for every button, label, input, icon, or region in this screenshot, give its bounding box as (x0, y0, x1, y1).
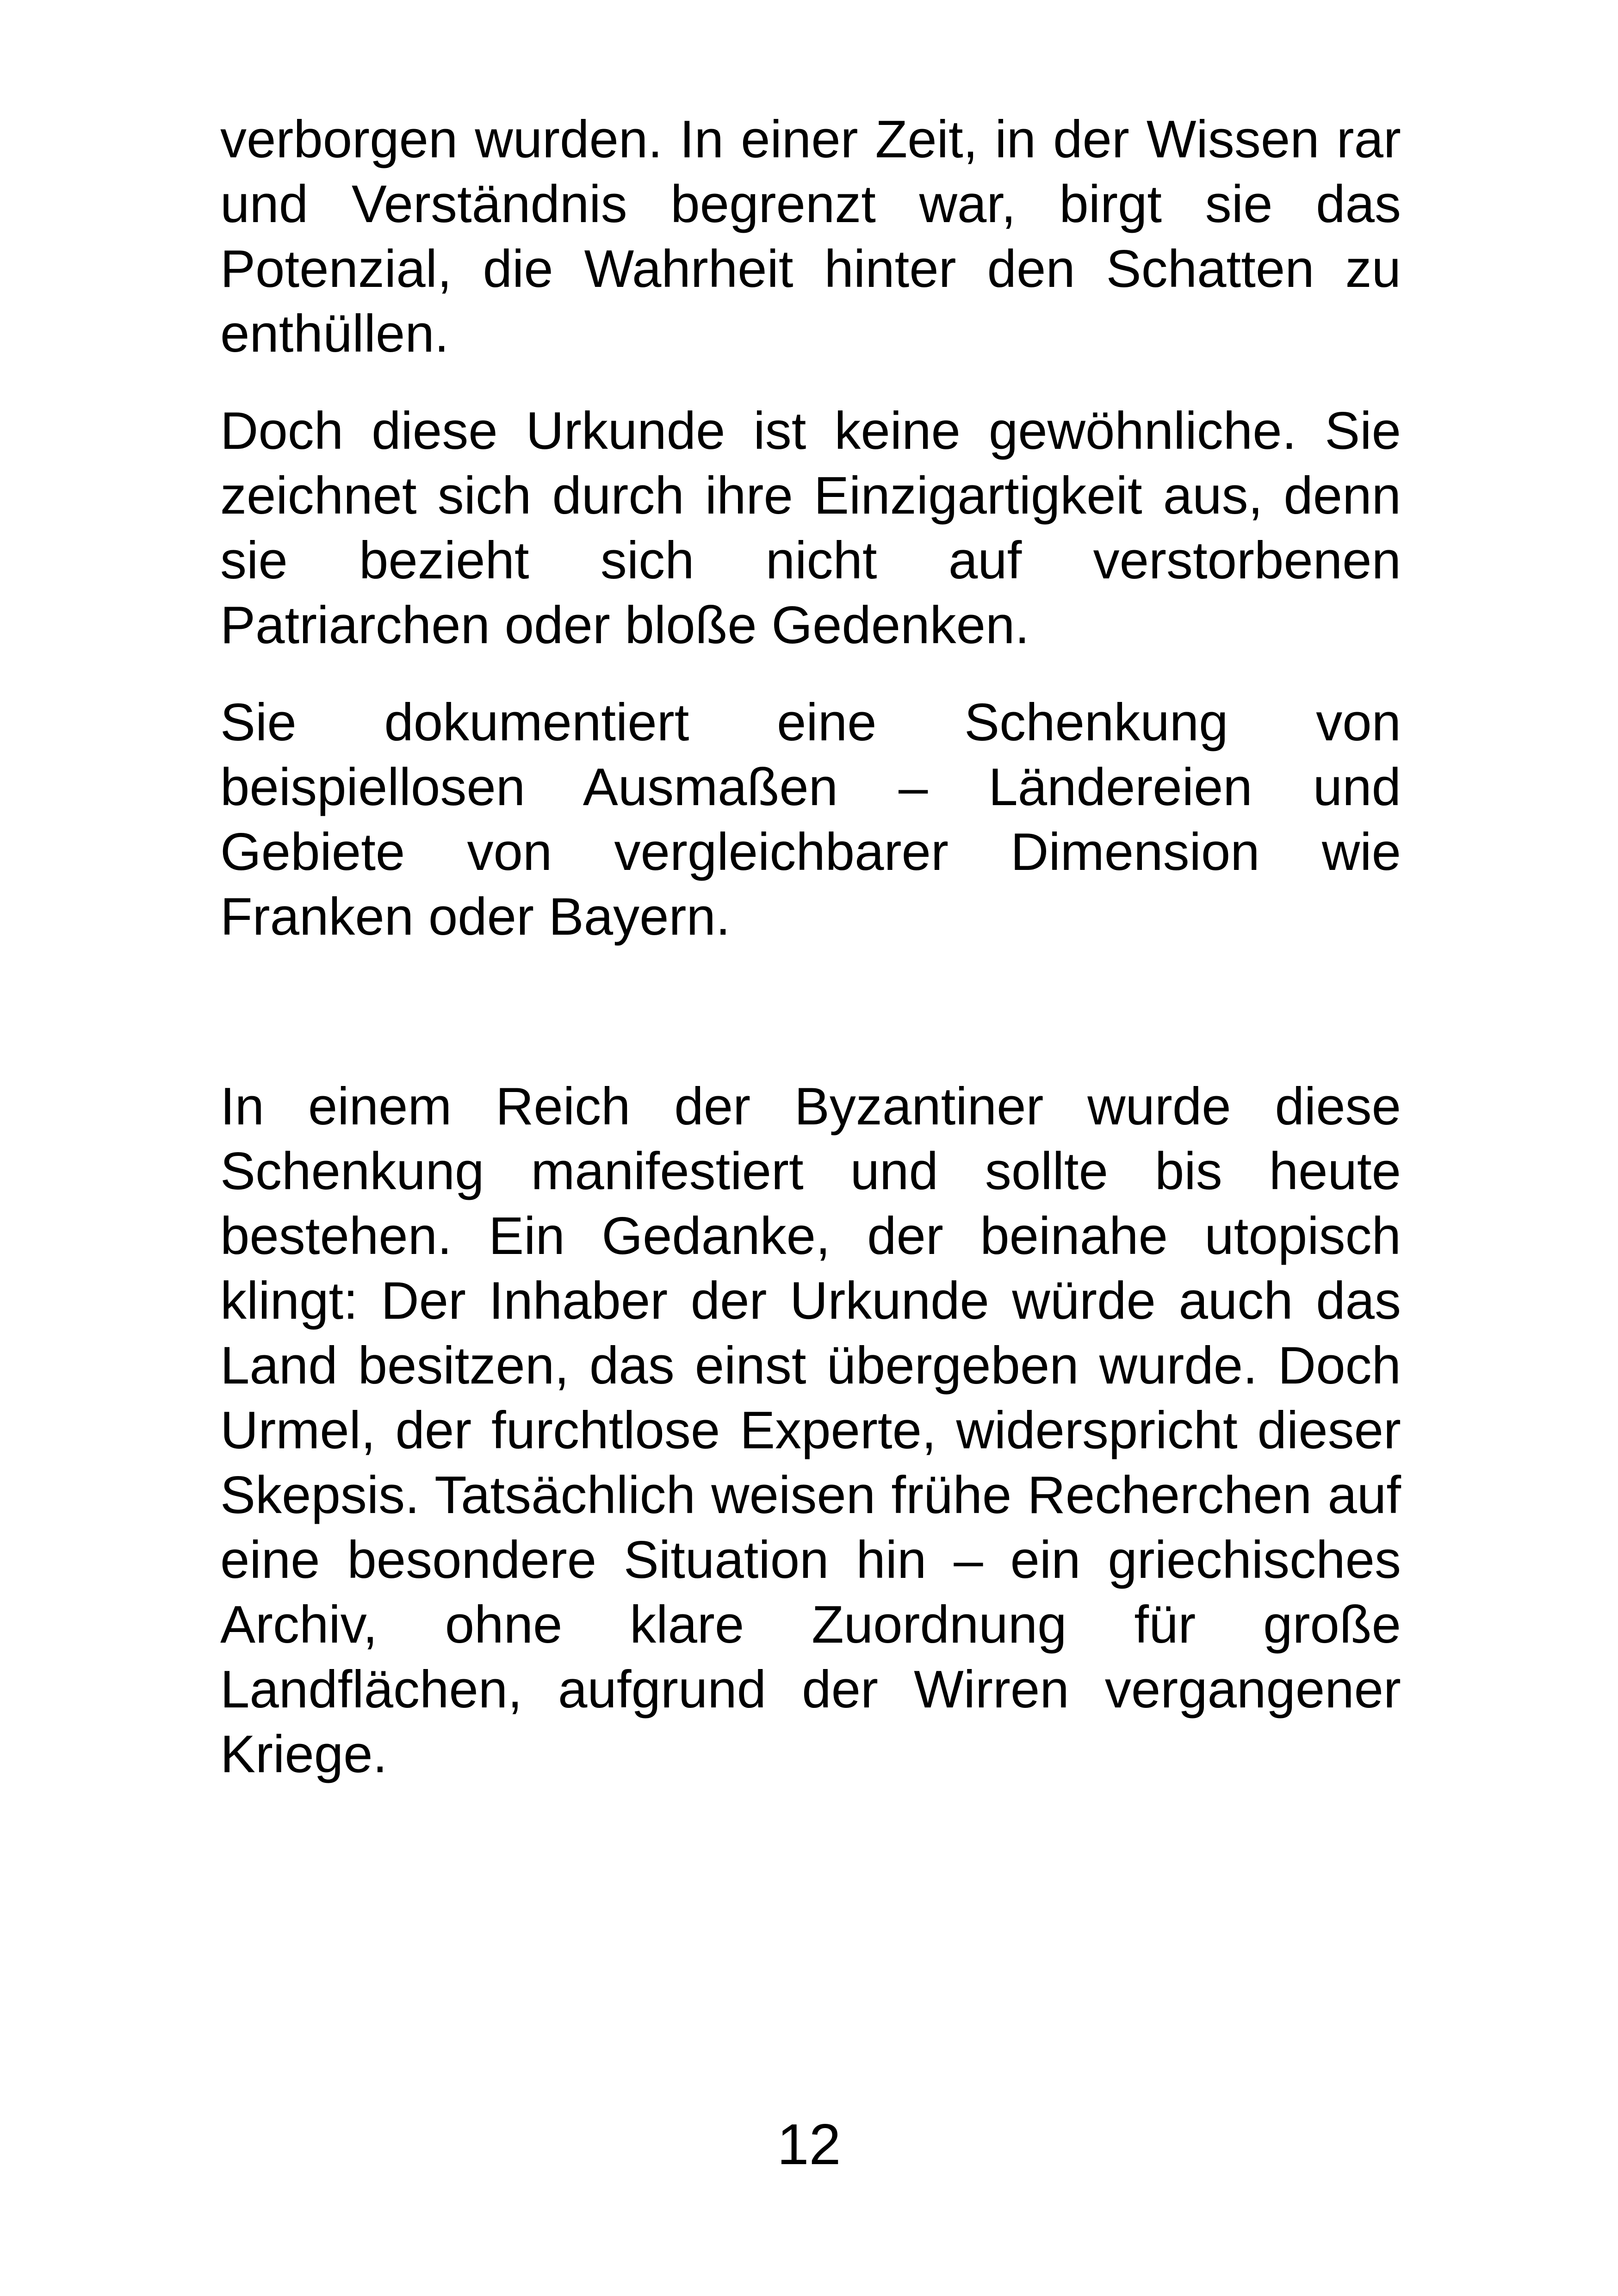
paragraph-1: verborgen wurden. In einer Zeit, in der Wissen rar und Verständnis begrenzt war, birgt sie das Potenzial, die Wahrheit hinter den Schatten zu enthüllen. (220, 110, 1401, 363)
paragraph-3: Sie dokumentiert eine Schenkung von beispiellosen Ausmaßen – Ländereien und Gebiete von vergleichbarer Dimension wie Franken oder Bayern. (220, 693, 1401, 946)
paragraph-4: In einem Reich der Byzantiner wurde diese Schenkung manifestiert und sollte bis heute bestehen. Ein Gedanke, der beinahe utopisch klingt: Der Inhaber der Urkunde würde auch das Land besitzen, das einst übergeben wurde. Doch Urmel, der furchtlose Experte, widerspricht dieser Skepsis. Tatsächlich weisen frühe Recherchen auf eine besondere Situation hin – ein griechisches Archiv, ohne klare Zuordnung für große Landflächen, aufgrund der Wirren vergangener Kriege. (220, 1077, 1401, 1784)
page-number: 12 (777, 2113, 841, 2177)
paragraph-2: Doch diese Urkunde ist keine gewöhnliche. Sie zeichnet sich durch ihre Einzigartigkeit aus, denn sie bezieht sich nicht auf verstorbenen Patriarchen oder bloße Gedenken. (220, 402, 1401, 655)
